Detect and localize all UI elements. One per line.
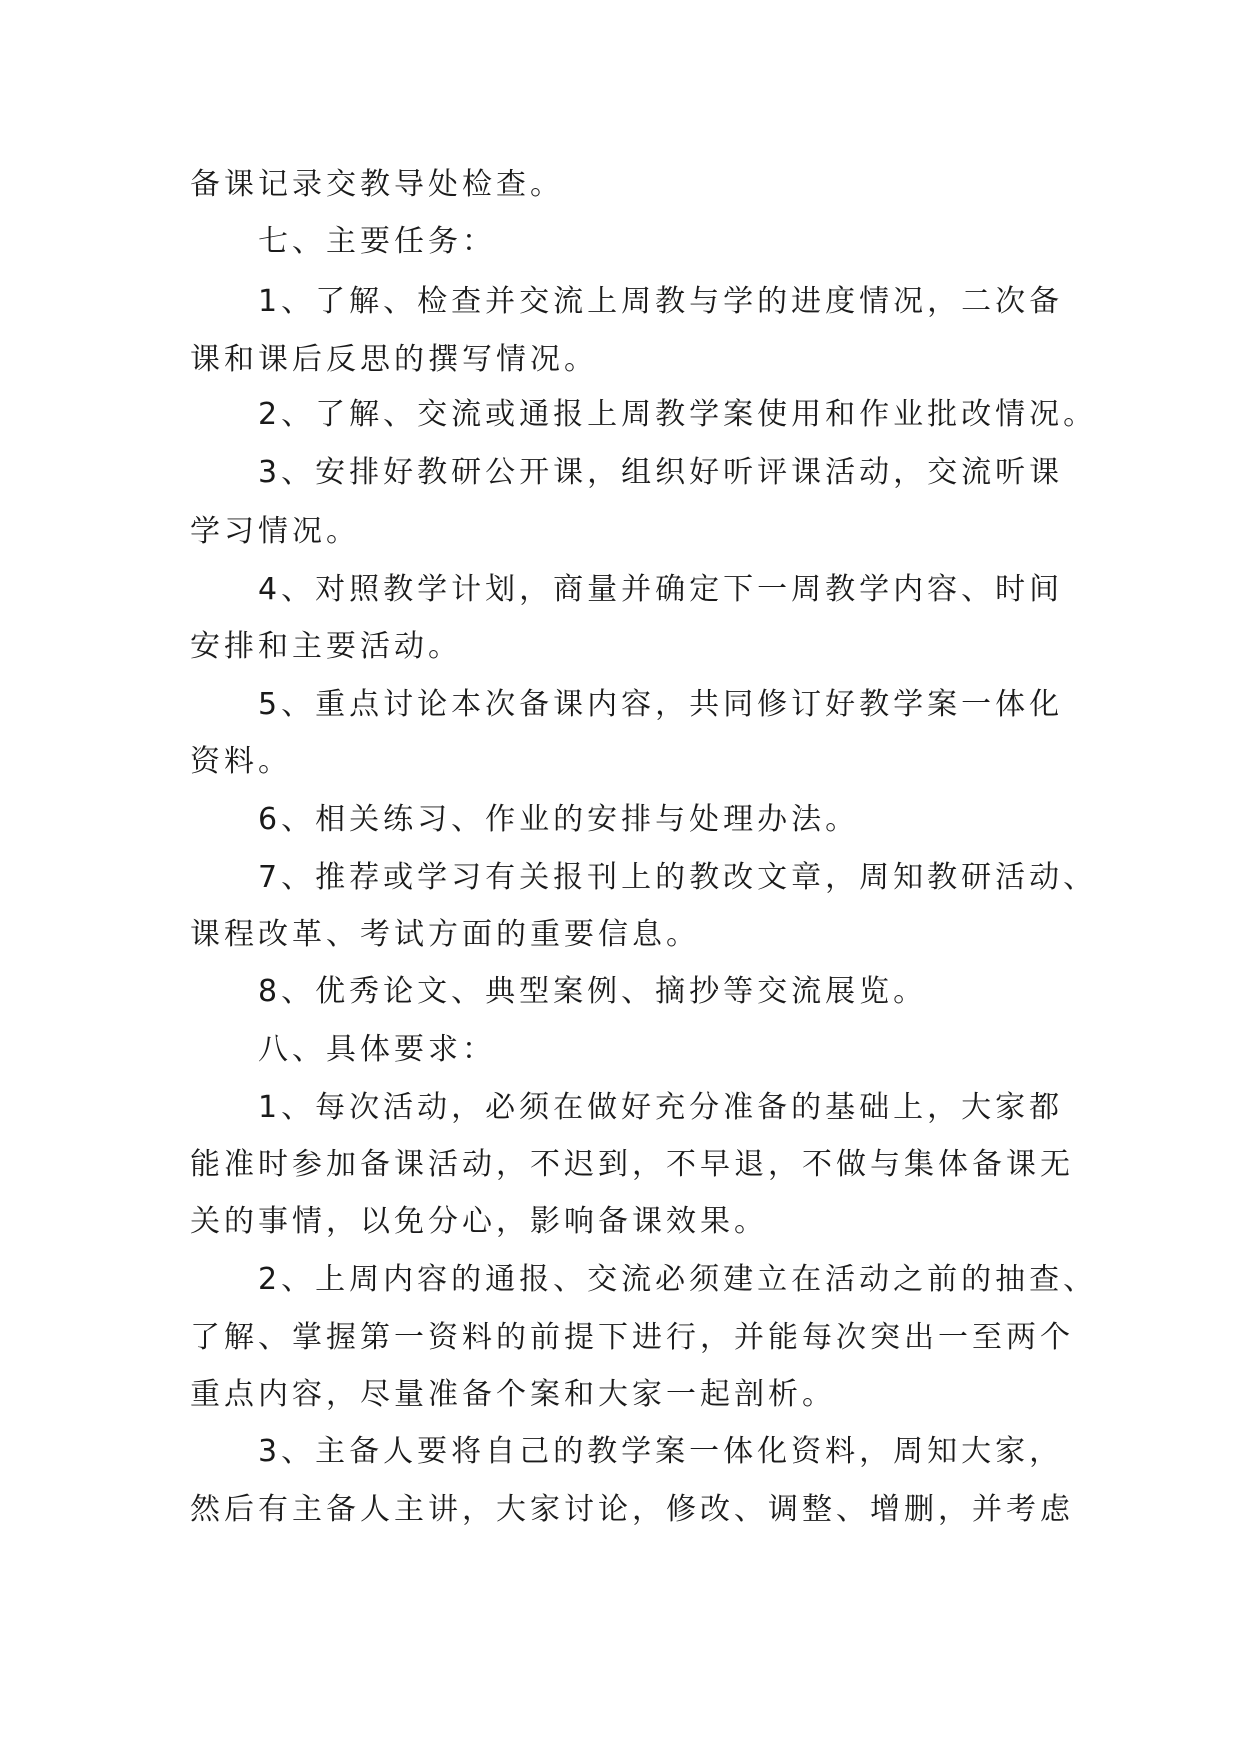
text-line: 资料。 (190, 744, 292, 779)
text-line: 3、安排好教研公开课，组织好听评课活动，交流听课 (258, 455, 1064, 490)
text-line: 3、主备人要将自己的教学案一体化资料，周知大家， (258, 1434, 1064, 1469)
text-line: 4、对照教学计划，商量并确定下一周教学内容、时间 (258, 572, 1064, 607)
text-line: 学习情况。 (190, 514, 360, 549)
text-line: 课和课后反思的撰写情况。 (190, 342, 598, 377)
text-line: 1、每次活动，必须在做好充分准备的基础上，大家都 (258, 1090, 1064, 1125)
section-heading-requirements: 八、具体要求： (258, 1032, 496, 1067)
text-line: 7、推荐或学习有关报刊上的教改文章，周知教研活动、 (258, 860, 1098, 895)
text-line: 安排和主要活动。 (190, 629, 462, 664)
text-line: 5、重点讨论本次备课内容，共同修订好教学案一体化 (258, 687, 1064, 722)
text-line: 2、上周内容的通报、交流必须建立在活动之前的抽查、 (258, 1262, 1098, 1297)
text-line: 6、相关练习、作业的安排与处理办法。 (258, 802, 860, 837)
text-line: 了解、掌握第一资料的前提下进行，并能每次突出一至两个 (190, 1320, 1074, 1355)
text-line: 2、了解、交流或通报上周教学案使用和作业批改情况。 (258, 397, 1098, 432)
section-heading-tasks: 七、主要任务： (258, 224, 496, 259)
text-line: 备课记录交教导处检查。 (190, 167, 564, 202)
text-line: 然后有主备人主讲，大家讨论，修改、调整、增删，并考虑 (190, 1492, 1074, 1527)
text-line: 课程改革、考试方面的重要信息。 (190, 917, 700, 952)
text-line: 能准时参加备课活动，不迟到，不早退，不做与集体备课无 (190, 1147, 1074, 1182)
text-line: 1、了解、检查并交流上周教与学的进度情况，二次备 (258, 284, 1064, 319)
text-line: 关的事情，以免分心，影响备课效果。 (190, 1204, 768, 1239)
text-line: 8、优秀论文、典型案例、摘抄等交流展览。 (258, 974, 928, 1009)
text-line: 重点内容，尽量准备个案和大家一起剖析。 (190, 1377, 836, 1412)
